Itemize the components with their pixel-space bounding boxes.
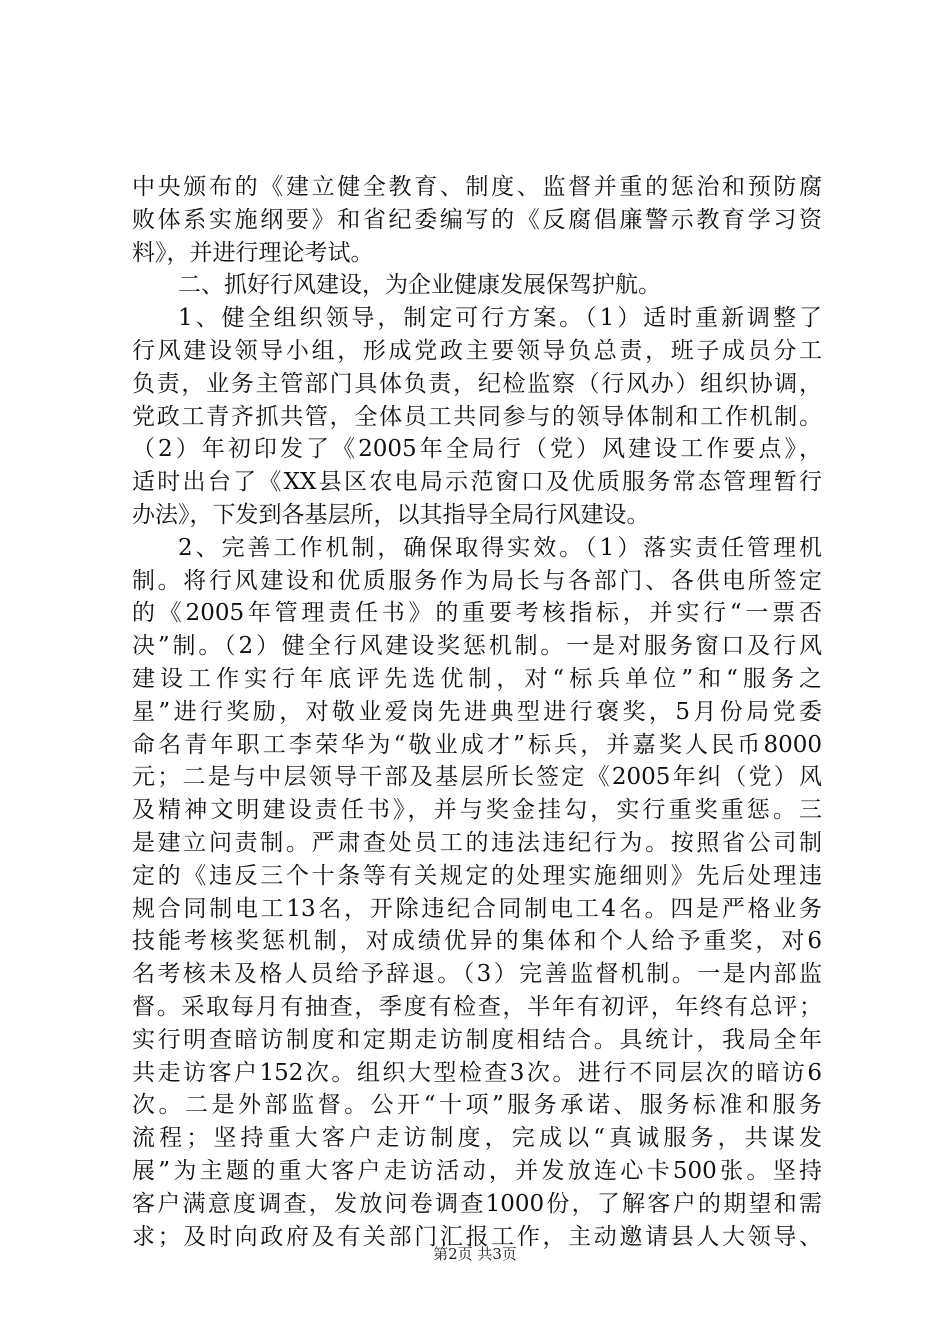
- text-line: 流程；坚持重大客户走访制度，完成以“真诚服务，共谋发: [132, 1125, 822, 1152]
- document-body: [132, 171, 822, 1253]
- text-line: 展”为主题的重大客户走访活动，并发放连心卡500张。坚持: [132, 1157, 822, 1184]
- page-number-label: 第2页 共3页: [433, 1245, 517, 1263]
- text-line: 督。采取每月有抽查，季度有检查，半年有初评，年终有总评；: [132, 993, 822, 1020]
- text-line: 建设工作实行年底评先选优制，对“标兵单位”和“服务之: [132, 665, 822, 692]
- text-line: 1、健全组织领导，制定可行方案。（1）适时重新调整了: [178, 305, 822, 332]
- text-line: 是建立问责制。严肃查处员工的违法违纪行为。按照省公司制: [132, 829, 822, 856]
- text-line: 党政工青齐抓共管，全体员工共同参与的领导体制和工作机制。: [132, 403, 822, 430]
- text-line: 客户满意度调查，发放问卷调查1000份，了解客户的期望和需: [132, 1190, 822, 1217]
- text-line: 元；二是与中层领导干部及基层所长签定《2005年纠（党）风: [132, 764, 822, 791]
- text-line: 决”制。（2）健全行风建设奖惩机制。一是对服务窗口及行风: [132, 633, 822, 660]
- text-line: 2、完善工作机制，确保取得实效。（1）落实责任管理机: [178, 534, 822, 561]
- text-line: 适时出台了《XX县区农电局示范窗口及优质服务常态管理暂行: [132, 469, 822, 496]
- section-heading: 二、抓好行风建设，为企业健康发展保驾护航。: [178, 272, 661, 299]
- text-line: 实行明查暗访制度和定期走访制度相结合。具统计，我局全年: [132, 1026, 822, 1053]
- text-line: 行风建设领导小组，形成党政主要领导负总责，班子成员分工: [132, 337, 822, 364]
- page-footer: [0, 1243, 950, 1264]
- text-line: 规合同制电工13名，开除违纪合同制电工4名。四是严格业务: [132, 895, 822, 922]
- text-line: 料》，并进行理论考试。: [132, 239, 374, 266]
- text-line: 名考核未及格人员给予辞退。（3）完善监督机制。一是内部监: [132, 961, 822, 988]
- text-line: 共走访客户152次。组织大型检查3次。进行不同层次的暗访6: [132, 1059, 822, 1086]
- text-line: 定的《违反三个十条等有关规定的处理实施细则》先后处理违: [132, 862, 822, 889]
- text-line: 败体系实施纲要》和省纪委编写的《反腐倡廉警示教育学习资: [132, 206, 822, 233]
- text-line: 及精神文明建设责任书》，并与奖金挂勾，实行重奖重惩。三: [132, 797, 822, 824]
- text-line: 命名青年职工李荣华为“敬业成才”标兵，并嘉奖人民币8000: [132, 731, 822, 758]
- text-line: 技能考核奖惩机制，对成绩优异的集体和个人给予重奖，对6: [132, 928, 822, 955]
- text-line: 负责，业务主管部门具体负责，纪检监察（行风办）组织协调，: [132, 370, 822, 397]
- text-line: 制。将行风建设和优质服务作为局长与各部门、各供电所签定: [132, 567, 822, 594]
- text-line: 次。二是外部监督。公开“十项”服务承诺、服务标准和服务: [132, 1092, 822, 1119]
- text-line: 中央颁布的《建立健全教育、制度、监督并重的惩治和预防腐: [132, 174, 822, 200]
- text-line: 求；及时向政府及有关部门汇报工作，主动邀请县人大领导、: [132, 1223, 822, 1250]
- text-line: 办法》，下发到各基层所，以其指导全局行风建设。: [132, 501, 650, 528]
- text-line: 星”进行奖励，对敬业爱岗先进典型进行褒奖，5月份局党委: [132, 698, 822, 725]
- text-line: （2）年初印发了《2005年全局行（党）风建设工作要点》，: [132, 436, 822, 463]
- text-line: 的《2005年管理责任书》的重要考核指标，并实行“一票否: [132, 600, 822, 627]
